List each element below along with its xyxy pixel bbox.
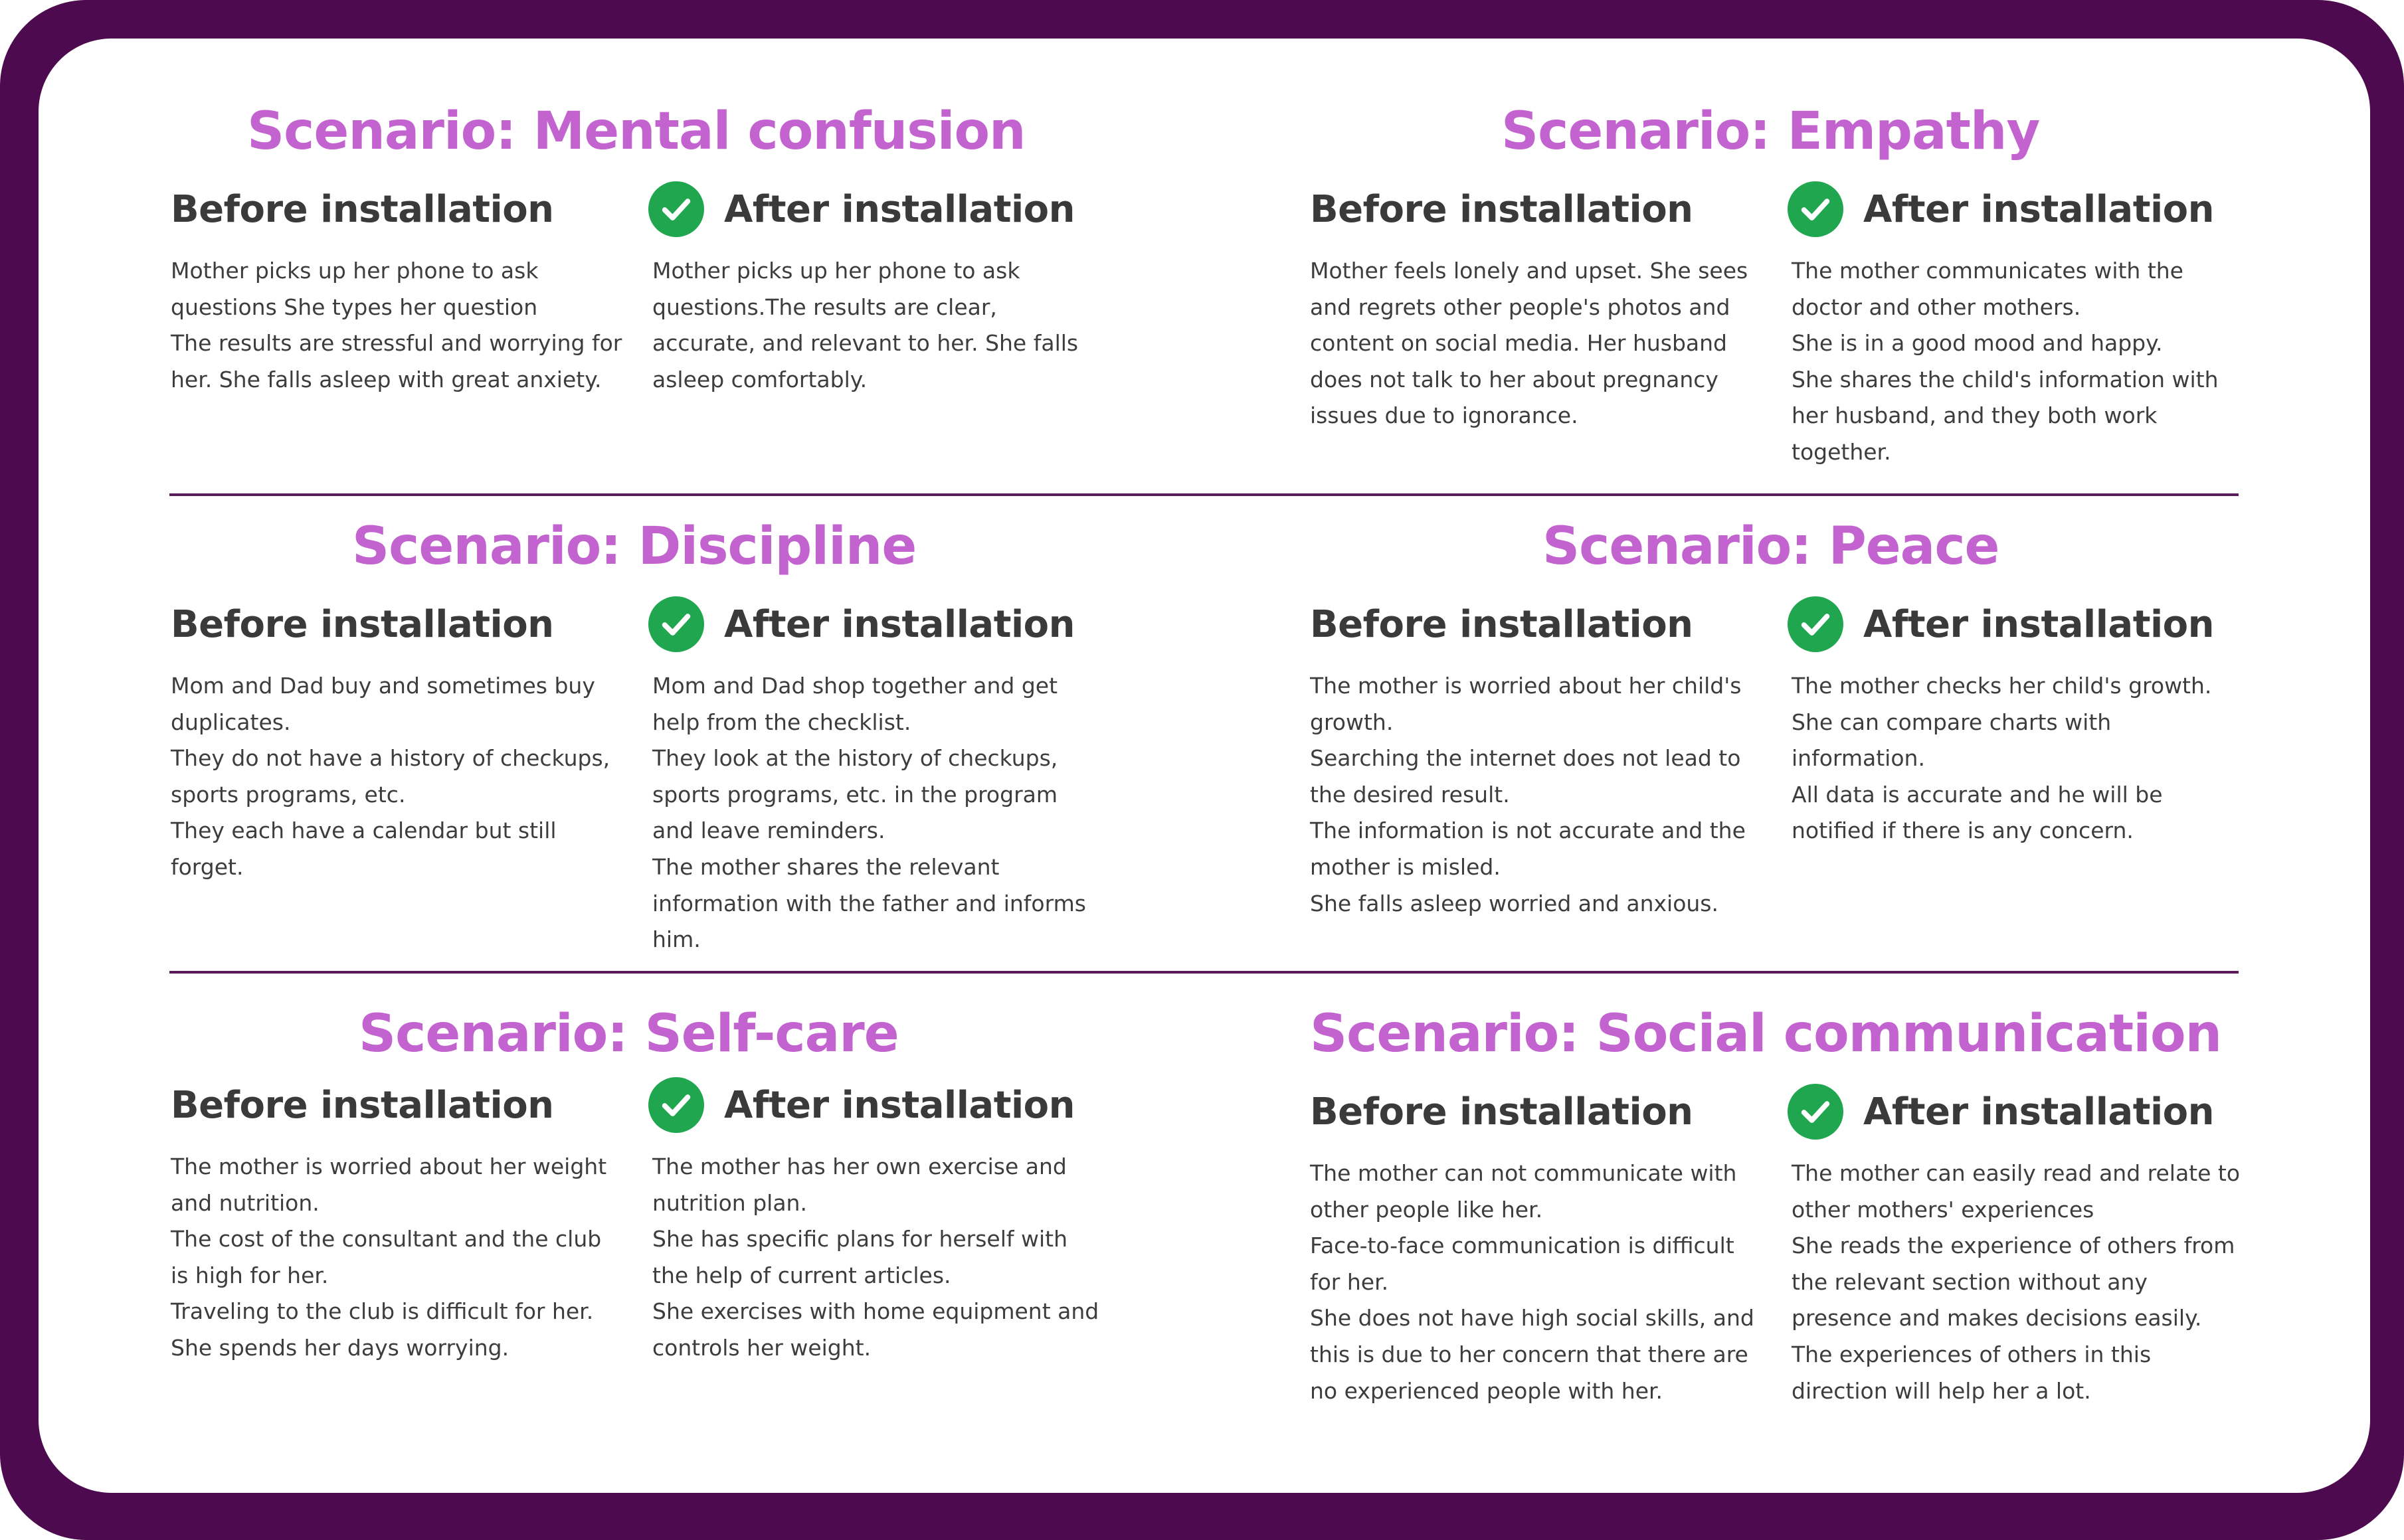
before-text <box>171 1149 622 1367</box>
paragraph: Mother picks up her phone to ask questions She types her question <box>171 258 539 320</box>
paragraph: They look at the history of checkups, sports programs, etc. in the program and leave reminders. <box>652 745 1058 844</box>
paragraph: The information is not accurate and the mother is misled. <box>1310 817 1746 880</box>
before-column <box>1310 1085 1762 1409</box>
paragraph: She shares the child's information with her husband, and they both work together. <box>1792 366 2219 465</box>
after-column <box>652 1078 1104 1367</box>
paragraph: She can compare charts with information. <box>1792 709 2112 772</box>
scenario-title: Scenario: Self-care <box>359 1004 899 1064</box>
before-heading <box>1310 183 1762 236</box>
before-label: Before installation <box>1310 602 1693 646</box>
before-label: Before installation <box>171 602 554 646</box>
paragraph: The mother is worried about her child's growth. <box>1310 673 1742 735</box>
paragraph: She is in a good mood and happy. <box>1792 330 2163 357</box>
before-heading <box>171 183 622 236</box>
scenario-title: Scenario: Social communication <box>1310 1004 2222 1064</box>
paragraph: Traveling to the club is difficult for her. <box>171 1298 594 1325</box>
after-heading <box>1792 1085 2243 1138</box>
before-column <box>171 183 622 398</box>
after-column <box>652 183 1104 398</box>
check-circle-icon <box>1788 181 1843 237</box>
paragraph: She spends her days worrying. <box>171 1334 509 1361</box>
before-text <box>1310 668 1762 922</box>
before-column <box>1310 598 1762 922</box>
paragraph: Mother feels lonely and upset. She sees and regrets other people's photos and content on social media. Her husband does not talk to her about pregnancy issues due to ignorance. <box>1310 258 1748 429</box>
paragraph: The mother communicates with the doctor and other mothers. <box>1792 258 2183 320</box>
row-divider <box>169 971 2239 974</box>
paragraph: All data is accurate and he will be notified if there is any concern. <box>1792 781 2163 844</box>
after-text <box>1792 253 2243 471</box>
check-circle-icon <box>1788 596 1843 652</box>
after-column <box>1792 598 2243 849</box>
check-circle-icon <box>648 1077 704 1133</box>
paragraph: She reads the experience of others from the relevant section without any presence and makes decisions easily. <box>1792 1233 2235 1331</box>
after-label: After installation <box>724 187 1075 231</box>
paragraph: Face-to-face communication is difficult for her. <box>1310 1233 1734 1295</box>
before-heading <box>171 598 622 651</box>
paragraph: Searching the internet does not lead to the desired result. <box>1310 745 1741 808</box>
after-column <box>1792 1085 2243 1409</box>
after-heading <box>652 183 1104 236</box>
before-column <box>171 598 622 886</box>
paragraph: She has specific plans for herself with the help of current articles. <box>652 1226 1068 1288</box>
check-circle-icon <box>648 596 704 652</box>
after-label: After installation <box>1863 187 2215 231</box>
before-heading <box>1310 1085 1762 1138</box>
before-text <box>1310 1155 1762 1409</box>
paragraph: She falls asleep worried and anxious. <box>1310 890 1718 916</box>
paragraph: The mother shares the relevant information with the father and informs him. <box>652 853 1086 953</box>
after-heading <box>1792 598 2243 651</box>
after-text <box>652 1149 1104 1367</box>
after-label: After installation <box>724 1083 1075 1127</box>
after-column <box>652 598 1104 958</box>
paragraph: Mother picks up her phone to ask questions.The results are clear, accurate, and relevant to her. She falls asleep comfortably. <box>652 258 1079 392</box>
paragraph: They each have a calendar but still forget. <box>171 817 557 880</box>
paragraph: The mother can easily read and relate to other mothers' experiences <box>1792 1160 2241 1223</box>
before-label: Before installation <box>171 187 554 231</box>
after-text <box>652 253 1104 398</box>
after-text <box>652 668 1104 958</box>
after-heading <box>1792 183 2243 236</box>
paragraph: The experiences of others in this direction will help her a lot. <box>1792 1341 2152 1404</box>
after-text <box>1792 1155 2243 1409</box>
check-circle-icon <box>1788 1084 1843 1140</box>
before-label: Before installation <box>1310 1090 1693 1134</box>
check-circle-icon <box>648 181 704 237</box>
before-text <box>171 668 622 886</box>
before-text <box>1310 253 1762 434</box>
scenario-title: Scenario: Mental confusion <box>247 102 1026 161</box>
after-label: After installation <box>1863 602 2215 646</box>
paragraph: She does not have high social skills, and this is due to her concern that there are no experienced people with her. <box>1310 1305 1754 1404</box>
paragraph: The cost of the consultant and the club is high for her. <box>171 1226 602 1288</box>
after-heading <box>652 598 1104 651</box>
before-heading <box>171 1078 622 1132</box>
paragraph: The mother is worried about her weight and nutrition. <box>171 1154 607 1216</box>
paragraph: Mom and Dad buy and sometimes buy duplicates. <box>171 673 595 735</box>
row-divider <box>169 493 2239 496</box>
paragraph: The results are stressful and worrying for her. She falls asleep with great anxiety. <box>171 330 622 392</box>
paragraph: The mother has her own exercise and nutrition plan. <box>652 1154 1067 1216</box>
before-label: Before installation <box>171 1083 554 1127</box>
before-text <box>171 253 622 398</box>
paragraph: She exercises with home equipment and controls her weight. <box>652 1298 1099 1361</box>
after-column <box>1792 183 2243 471</box>
paragraph: They do not have a history of checkups, sports programs, etc. <box>171 745 610 808</box>
paragraph: Mom and Dad shop together and get help from the checklist. <box>652 673 1058 735</box>
after-label: After installation <box>724 602 1075 646</box>
before-column <box>171 1078 622 1367</box>
after-heading <box>652 1078 1104 1132</box>
paragraph: The mother can not communicate with other people like her. <box>1310 1160 1737 1223</box>
after-label: After installation <box>1863 1090 2215 1134</box>
scenario-title: Scenario: Peace <box>1542 517 1999 576</box>
scenario-title: Scenario: Discipline <box>352 517 917 576</box>
before-heading <box>1310 598 1762 651</box>
scenario-title: Scenario: Empathy <box>1501 102 2040 161</box>
before-column <box>1310 183 1762 434</box>
before-label: Before installation <box>1310 187 1693 231</box>
after-text <box>1792 668 2243 849</box>
paragraph: The mother checks her child's growth. <box>1792 673 2212 699</box>
